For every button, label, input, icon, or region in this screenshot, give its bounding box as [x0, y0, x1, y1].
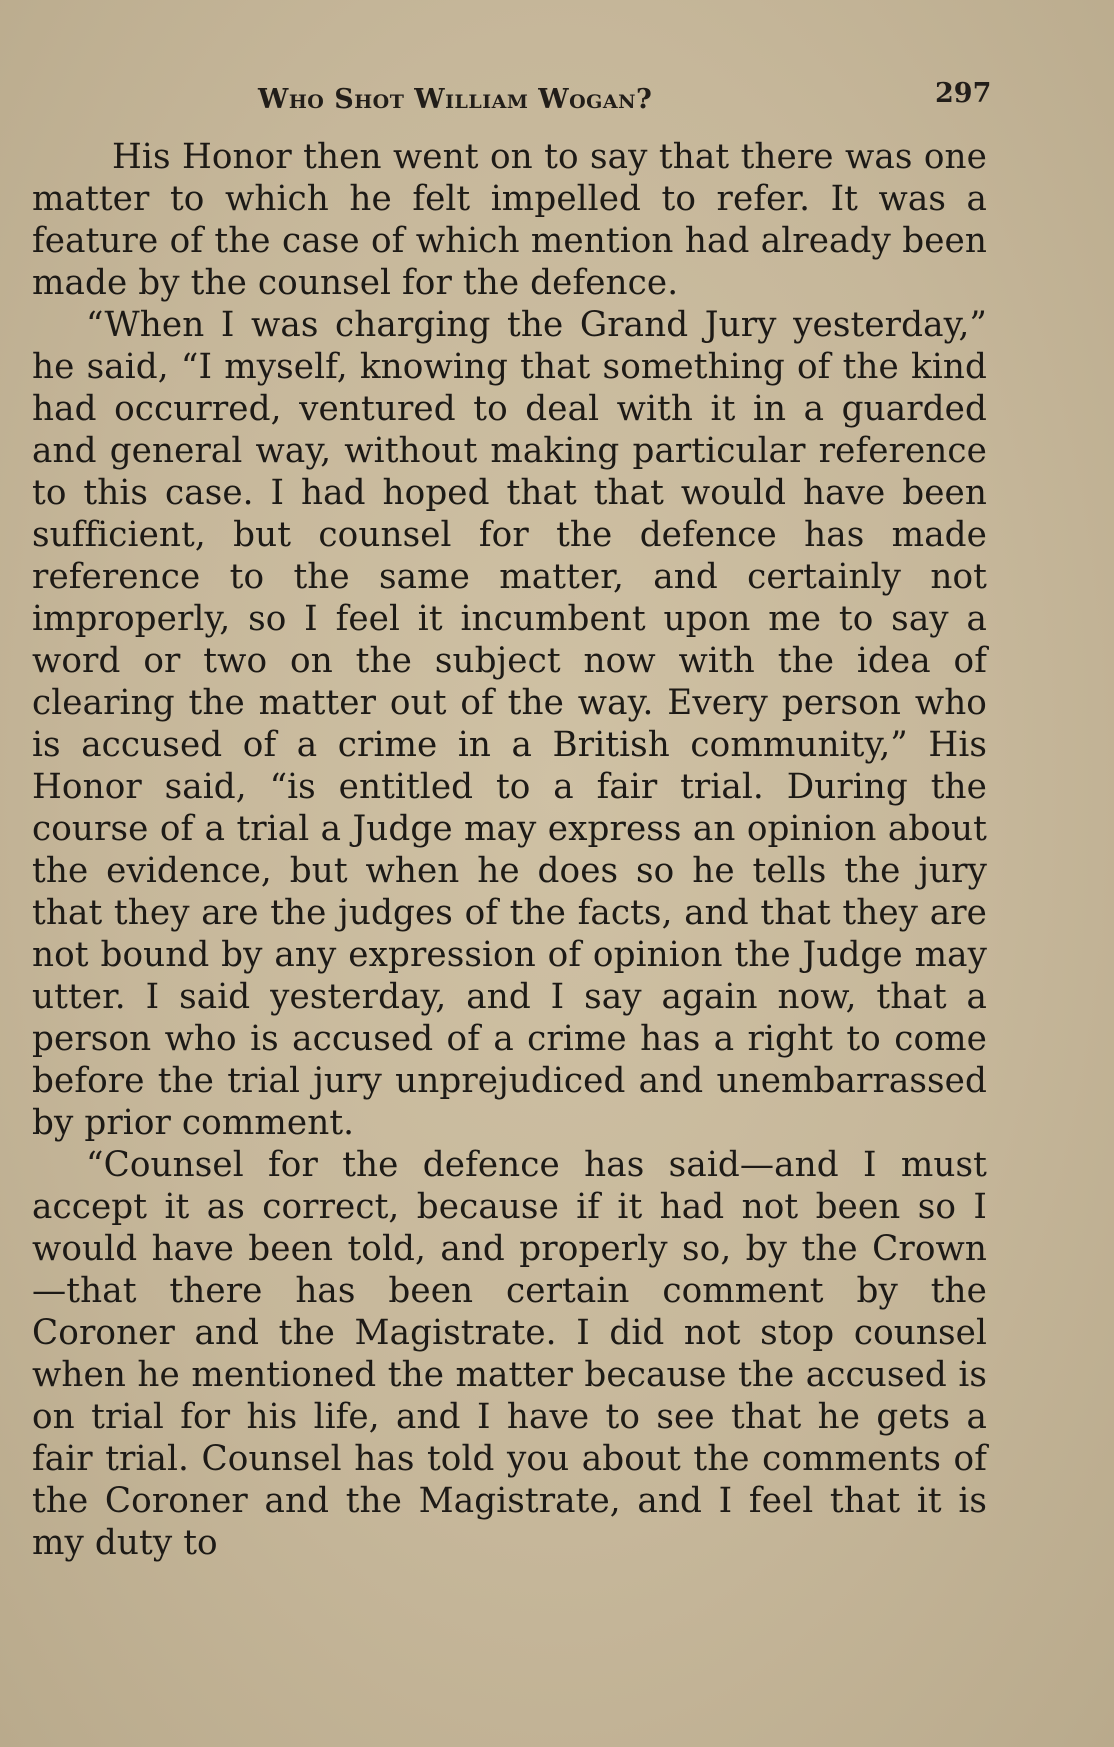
- paragraph-2: “When I was charging the Grand Jury yesterday,” he said, “I myself, knowing that something of the kind had occurred, ventured to deal with it in a guarded and general way, without making particular reference to this case. I had hoped that that would have been sufficient, but counsel for the defence has made reference to the same matter, and certainly not improperly, so I feel it incumbent upon me to say a word or two on the subject now with the idea of clearing the matter out of the way. Every person who is accused of a crime in a British community,” His Honor said, “is entitled to a fair trial. During the course of a trial a Judge may express an opinion about the evidence, but when he does so he tells the jury that they are the judges of the facts, and that they are not bound by any expression of opinion the Judge may utter. I said yesterday, and I say again now, that a person who is accused of a crime has a right to come before the trial jury unprejudiced and unembarrassed by prior comment.: [32, 305, 987, 1143]
- paragraph-1: His Honor then went on to say that there was one matter to which he felt impelled to refer. It was a feature of the case of which mention had already been made by the counsel for the defence.: [32, 137, 987, 303]
- paragraph-3: “Counsel for the defence has said—and I must accept it as correct, because if it had not been so I would have been told, and properly so, by the Crown—that there has been certain comment by the Coroner and the Magistrate. I did not stop counsel when he mentioned the matter because the accused is on trial for his life, and I have to see that he gets a fair trial. Counsel has told you about the comments of the Coroner and the Magistrate, and I feel that it is my duty to: [32, 1145, 987, 1563]
- running-head: [0, 78, 1114, 118]
- chapter-title: Who Shot William Wogan?: [258, 84, 653, 115]
- page-number: 297: [935, 78, 992, 109]
- body-text: [32, 136, 987, 1564]
